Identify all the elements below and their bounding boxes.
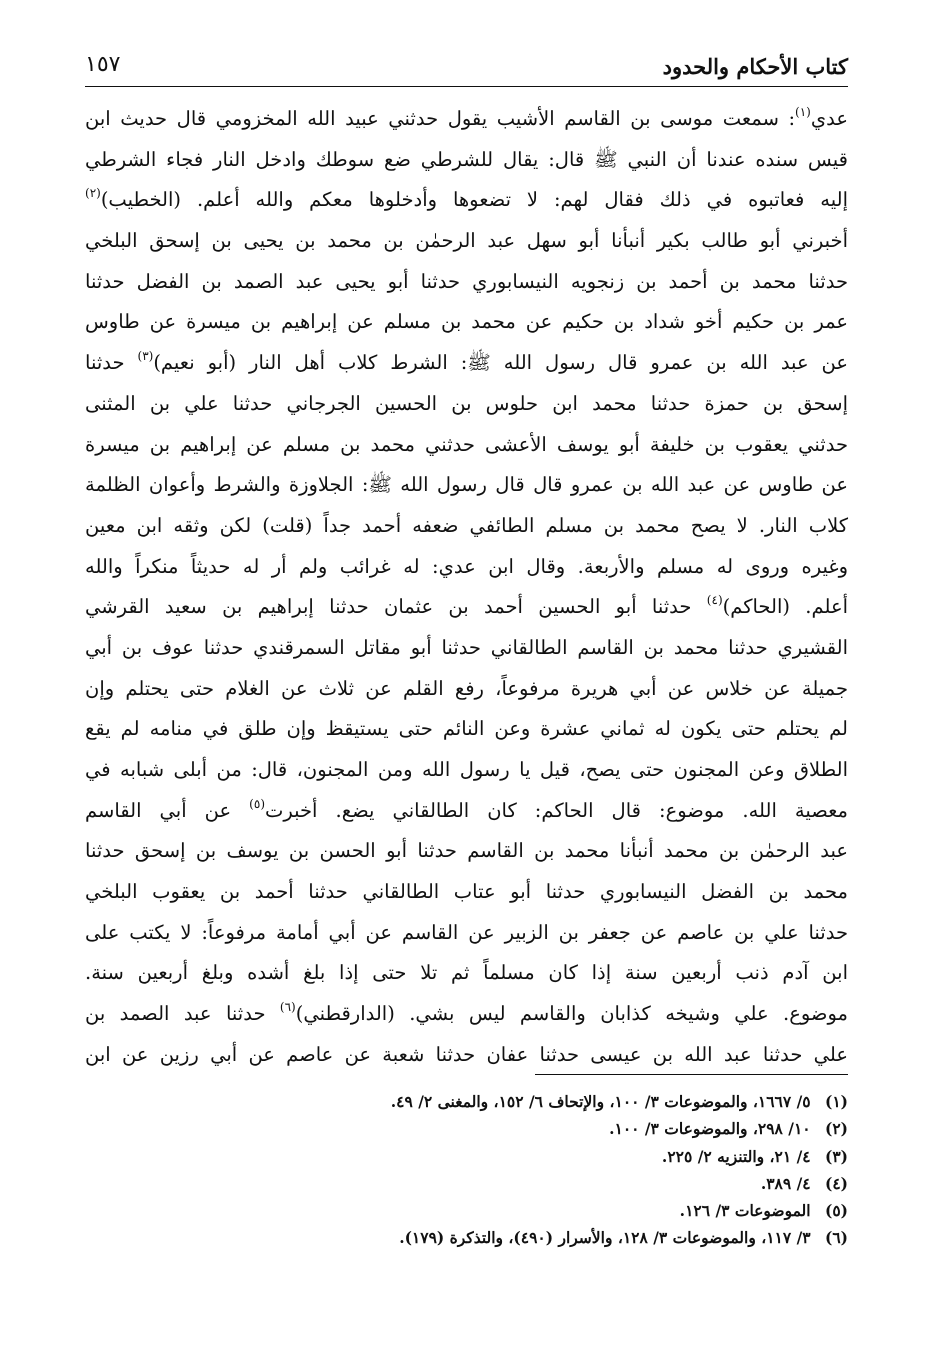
footnote-text: الموضوعات ٣/ ١٢٦. <box>679 1201 811 1221</box>
text-segment: الطلاق وعن المجنون حتى يصح، قيل يا رسول الله ومن المجنون، قال: من أبلى شبابه في <box>85 758 848 781</box>
text-segment: قيس سنده عندنا أن النبي ﷺ قال: يقال للشرطي ضع سوطك وادخل النار فجاء الشرطي <box>85 147 848 171</box>
footnote <box>198 1224 848 1251</box>
text-line <box>85 465 848 506</box>
text-segment: عمر بن حكيم أخو شداد بن حكيم عن محمد بن مسلم عن إبراهيم بن ميسرة عن طاوس <box>85 310 848 334</box>
text-line <box>85 547 848 588</box>
text-segment: عبد الرحمٰن بن محمد أنبأنا محمد بن القاسم حدثنا أبو الحسن بن يوسف بن إسحق حدثنا <box>85 839 848 863</box>
text-segment: حدثنا محمد بن أحمد بن زنجويه النيسابوري حدثنا أبو يحيى عبد الصمد بن الفضل حدثنا <box>85 269 848 293</box>
footnote <box>198 1170 848 1197</box>
footnote-ref: (٣) <box>137 349 154 364</box>
running-header <box>85 52 848 87</box>
footnote-number: (٥) <box>824 1201 848 1221</box>
text-segment: معصية الله. موضوع: قال الحاكم: كان الطالقاني يضع. أخبرت <box>265 798 849 822</box>
footnote-number: (٦) <box>824 1228 848 1248</box>
text-segment: أخبرني أبو طالب بكير أنبأنا أبو سهل عبد الرحمٰن بن محمد بن يحيى بن إسحق البلخي <box>85 229 848 253</box>
text-line <box>85 180 848 221</box>
footnote-text: ٥/ ١٦٦٧، والموضوعات ٣/ ١٠٠، والإتحاف ٦/ ١٥٢، والمغنى ٢/ ٤٩. <box>390 1092 811 1111</box>
text-segment: القشيري حدثنا محمد بن القاسم الطالقاني حدثنا أبو مقاتل السمرقندي حدثنا عوف بن أبي <box>85 635 848 659</box>
text-line <box>85 628 848 669</box>
footnote-ref: (٤) <box>706 593 723 608</box>
text-line <box>85 750 848 791</box>
text-line <box>85 994 848 1035</box>
text-segment: علي حدثنا عبد الله بن عيسى حدثنا عفان حدثنا شعبة عن عاصم عن أبي رزين عن ابن <box>85 1042 848 1066</box>
text-line <box>85 913 848 954</box>
text-segment: حدثنا <box>85 351 138 375</box>
text-segment: وغيره وروى له مسلم والأربعة. وقال ابن عدي: له غرائب ولم أر له حديثاً منكراً والله <box>85 554 848 578</box>
text-line <box>85 669 848 710</box>
footnote-ref: (٢) <box>85 186 101 201</box>
footnote <box>198 1197 848 1224</box>
text-line <box>85 1035 848 1076</box>
footnote-ref: (٥) <box>249 796 265 811</box>
footnote-text: ٤/ ٣٨٩. <box>760 1173 811 1193</box>
text-line <box>85 140 848 181</box>
text-segment: حدثنا أبو الحسين أحمد بن عثمان حدثنا إبراهيم بن سعيد القرشي <box>85 595 707 619</box>
footnote-ref: (٦) <box>279 1000 296 1015</box>
text-line <box>85 506 848 547</box>
text-line <box>85 953 848 994</box>
page-number: ١٥٧ <box>85 52 121 77</box>
text-segment: لم يحتلم حتى يكون له ثماني عشرة وعن النائم حتى يستيقظ وإن طلق في منامه لم يقع <box>85 717 848 741</box>
text-segment: عن طاوس عن عبد الله بن عمرو قال قال رسول الله ﷺ: الجلاوزة والشرط وأعوان الظلمة <box>85 473 848 497</box>
text-line <box>85 587 848 628</box>
footnote <box>198 1115 848 1142</box>
text-segment: عن أبي القاسم <box>85 798 250 822</box>
text-segment: ابن آدم ذنب أربعين سنة إذا كان مسلماً ثم تلا حتى إذا بلغ أشده وبلغ أربعين سنة. <box>85 961 848 985</box>
main-text <box>85 99 848 1076</box>
text-line <box>85 831 848 872</box>
text-segment: حدثنا عبد الصمد بن <box>85 1002 280 1026</box>
text-line <box>85 99 848 140</box>
footnote-number: (٢) <box>824 1119 848 1139</box>
text-segment: : سمعت موسى بن القاسم الأشيب يقول حدثني عبيد الله المخزومي قال حديث ابن <box>85 107 796 130</box>
text-segment: جميلة عن خلاس عن أبي هريرة مرفوعاً، رفع القلم عن ثلاث عن الغلام حتى يحتلم وإن <box>85 676 848 700</box>
footnote <box>198 1143 848 1170</box>
text-segment: إليه فعاتبوه في ذلك فقال لهم: لا تضعوها وأدخلوها معكم والله أعلم. (الخطيب) <box>100 188 848 212</box>
text-line <box>85 262 848 303</box>
footnote-number: (٣) <box>824 1146 848 1166</box>
chapter-title: كتاب الأحكام والحدود <box>662 54 848 79</box>
footnote-text: ١٠/ ٢٩٨، والموضوعات ٣/ ١٠٠. <box>609 1119 811 1139</box>
text-segment: كلاب النار. لا يصح محمد بن مسلم الطائفي ضعفه أحمد جداً (قلت) لكن وثقه ابن معين <box>85 513 848 537</box>
text-line <box>85 709 848 750</box>
text-segment: حدثني يعقوب بن خليفة أبو يوسف الأعشى حدثني محمد بن مسلم عن إبراهيم بن ميسرة <box>85 432 848 456</box>
text-line <box>85 221 848 262</box>
text-segment: أعلم. (الحاكم) <box>722 595 848 619</box>
text-segment: موضوع. علي وشيخه كذابان والقاسم ليس بشي. (الدارقطني) <box>295 1002 848 1026</box>
text-segment: عن عبد الله بن عمرو قال رسول الله ﷺ: الشرط كلاب أهل النار (أبو نعيم) <box>153 351 849 375</box>
text-line <box>85 343 848 384</box>
text-segment: حدثنا علي بن عاصم عن جعفر بن الزبير عن القاسم عن أبي أمامة مرفوعاً: لا يكتب على <box>85 920 848 944</box>
footnote-text: ٤/ ٢١، والتنزيه ٢/ ٢٢٥. <box>661 1146 811 1166</box>
footnote-text: ٣/ ١١٧، والموضوعات ٣/ ١٢٨، والأسرار (٤٩٠)، والتذكرة (١٧٩). <box>399 1228 811 1248</box>
text-segment: محمد بن الفضل النيسابوري حدثنا أبو عتاب الطالقاني حدثنا أحمد بن يعقوب البلخي <box>85 880 848 904</box>
text-line <box>85 425 848 466</box>
footnote <box>198 1088 848 1115</box>
text-line <box>85 302 848 343</box>
text-segment: إسحق بن حمزة حدثنا محمد ابن حلوس بن الحسين الجرجاني حدثنا علي بن المثنى <box>85 391 848 415</box>
footnote-divider <box>535 1074 848 1075</box>
footnote-number: (١) <box>824 1092 848 1111</box>
text-line <box>85 384 848 425</box>
footnote-ref: (١) <box>795 105 811 119</box>
text-line <box>85 872 848 913</box>
footnotes <box>198 1088 848 1252</box>
footnote-number: (٤) <box>824 1173 848 1193</box>
text-segment: عدي <box>810 107 848 130</box>
text-line <box>85 791 848 832</box>
